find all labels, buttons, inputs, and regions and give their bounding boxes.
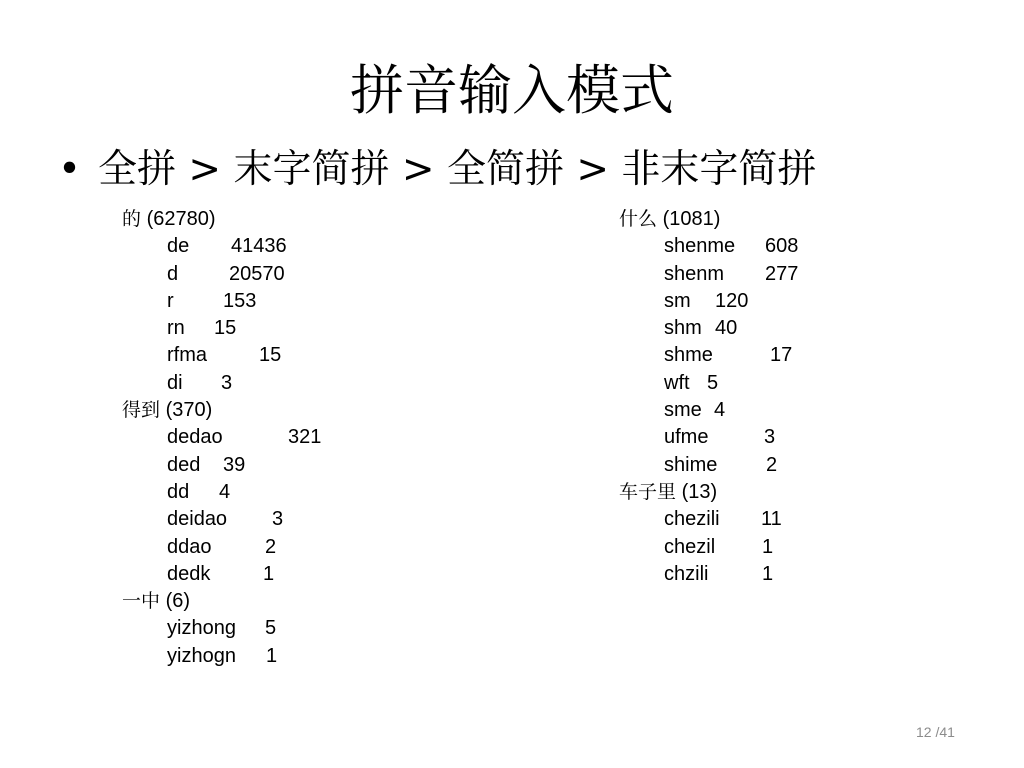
pinyin-entry bbox=[619, 561, 774, 588]
pinyin-code: shme bbox=[664, 344, 713, 367]
pinyin-count: 5 bbox=[265, 617, 277, 640]
pinyin-entry bbox=[619, 397, 726, 424]
pinyin-count: 15 bbox=[214, 317, 237, 340]
pinyin-code: ufme bbox=[664, 426, 709, 449]
pinyin-entry bbox=[619, 342, 793, 369]
pinyin-entry bbox=[122, 233, 287, 260]
pinyin-code: rfma bbox=[167, 344, 207, 367]
pinyin-entry bbox=[619, 370, 720, 397]
pinyin-count: 40 bbox=[715, 317, 738, 340]
word-label: 车子里 bbox=[619, 480, 677, 503]
pinyin-entry bbox=[122, 506, 284, 533]
pinyin-count: 3 bbox=[764, 426, 776, 449]
pinyin-count: 1 bbox=[762, 562, 774, 585]
pinyin-entry bbox=[122, 261, 285, 288]
pinyin-code: yizhong bbox=[167, 617, 236, 640]
pinyin-entry bbox=[122, 315, 237, 342]
word-group-header bbox=[122, 206, 216, 233]
pinyin-entry bbox=[619, 424, 776, 451]
pinyin-code: rn bbox=[167, 317, 185, 340]
pinyin-code: yizhogn bbox=[167, 644, 236, 667]
pinyin-count: 321 bbox=[288, 426, 322, 449]
pinyin-count: 2 bbox=[265, 535, 277, 558]
word-label: 什么 bbox=[619, 208, 658, 230]
word-label: 的 bbox=[122, 208, 142, 230]
pinyin-code: chezil bbox=[664, 535, 716, 558]
pinyin-count: 39 bbox=[223, 453, 246, 476]
pinyin-count: 1 bbox=[266, 644, 278, 667]
pinyin-code: chezili bbox=[664, 508, 720, 531]
pinyin-code: sm bbox=[664, 289, 691, 312]
pinyin-code: r bbox=[167, 289, 174, 312]
pinyin-entry bbox=[122, 534, 277, 561]
word-label: 得到 bbox=[122, 399, 161, 422]
pinyin-count: 17 bbox=[770, 344, 793, 367]
word-total-count: (370) bbox=[165, 399, 213, 422]
pinyin-count: 3 bbox=[272, 508, 284, 531]
pinyin-code: dd bbox=[167, 480, 190, 503]
pinyin-count: 41436 bbox=[231, 235, 287, 258]
word-total-count: (6) bbox=[165, 590, 191, 613]
pinyin-code: deidao bbox=[167, 508, 228, 531]
pinyin-entry bbox=[619, 233, 799, 260]
pinyin-code: shime bbox=[664, 453, 718, 476]
pinyin-count: 11 bbox=[761, 508, 782, 531]
pinyin-entry bbox=[122, 342, 282, 369]
pinyin-entry bbox=[122, 288, 257, 315]
pinyin-count: 1 bbox=[263, 562, 275, 585]
page-number: 12 /41 bbox=[916, 724, 955, 740]
pinyin-count: 608 bbox=[765, 235, 799, 258]
word-group-header bbox=[122, 397, 216, 424]
bullet-dot-icon: • bbox=[58, 147, 82, 192]
pinyin-entry bbox=[122, 370, 233, 397]
right-column bbox=[619, 206, 799, 588]
pinyin-count: 5 bbox=[707, 371, 719, 394]
pinyin-count: 20570 bbox=[229, 262, 285, 285]
pinyin-entry bbox=[122, 643, 278, 670]
pinyin-count: 120 bbox=[715, 289, 749, 312]
pinyin-entry bbox=[122, 561, 275, 588]
pinyin-count: 2 bbox=[766, 453, 778, 476]
pinyin-entry bbox=[619, 315, 738, 342]
word-total-count: (13) bbox=[681, 480, 718, 503]
word-label: 一中 bbox=[122, 590, 161, 613]
pinyin-entry bbox=[122, 615, 277, 642]
pinyin-code: shenme bbox=[664, 235, 736, 258]
pinyin-count: 4 bbox=[714, 399, 726, 422]
bullet-item bbox=[58, 142, 816, 198]
pinyin-entry bbox=[619, 506, 782, 533]
pinyin-count: 15 bbox=[259, 344, 282, 367]
pinyin-code: de bbox=[167, 235, 190, 258]
pinyin-code: shenm bbox=[664, 262, 725, 285]
pinyin-code: dedk bbox=[167, 562, 211, 585]
pinyin-code: d bbox=[167, 262, 179, 285]
pinyin-entry bbox=[619, 452, 778, 479]
pinyin-count: 277 bbox=[765, 262, 799, 285]
pinyin-entry bbox=[619, 288, 749, 315]
pinyin-count: 3 bbox=[221, 371, 233, 394]
pinyin-code: chzili bbox=[664, 562, 709, 585]
bullet-text: 全拼 > 末字简拼 > 全简拼 > 非末字简拼 bbox=[98, 147, 817, 192]
slide-title: 拼音输入模式 bbox=[350, 59, 674, 122]
pinyin-entry bbox=[619, 534, 774, 561]
pinyin-count: 1 bbox=[762, 535, 774, 558]
pinyin-entry bbox=[619, 261, 799, 288]
word-group-header bbox=[122, 588, 216, 615]
pinyin-entry bbox=[122, 424, 322, 451]
pinyin-code: di bbox=[167, 371, 183, 394]
left-column bbox=[122, 206, 322, 670]
pinyin-code: ddao bbox=[167, 535, 212, 558]
pinyin-code: wft bbox=[664, 371, 690, 394]
pinyin-entry bbox=[122, 452, 246, 479]
pinyin-code: sme bbox=[664, 399, 702, 422]
pinyin-code: dedao bbox=[167, 426, 223, 449]
pinyin-entry bbox=[122, 479, 231, 506]
word-total-count: (62780) bbox=[146, 208, 216, 230]
word-group-header bbox=[619, 206, 720, 233]
pinyin-count: 4 bbox=[219, 480, 231, 503]
pinyin-code: ded bbox=[167, 453, 201, 476]
word-total-count: (1081) bbox=[662, 208, 721, 230]
word-group-header bbox=[619, 479, 720, 506]
pinyin-code: shm bbox=[664, 317, 702, 340]
pinyin-count: 153 bbox=[223, 289, 257, 312]
